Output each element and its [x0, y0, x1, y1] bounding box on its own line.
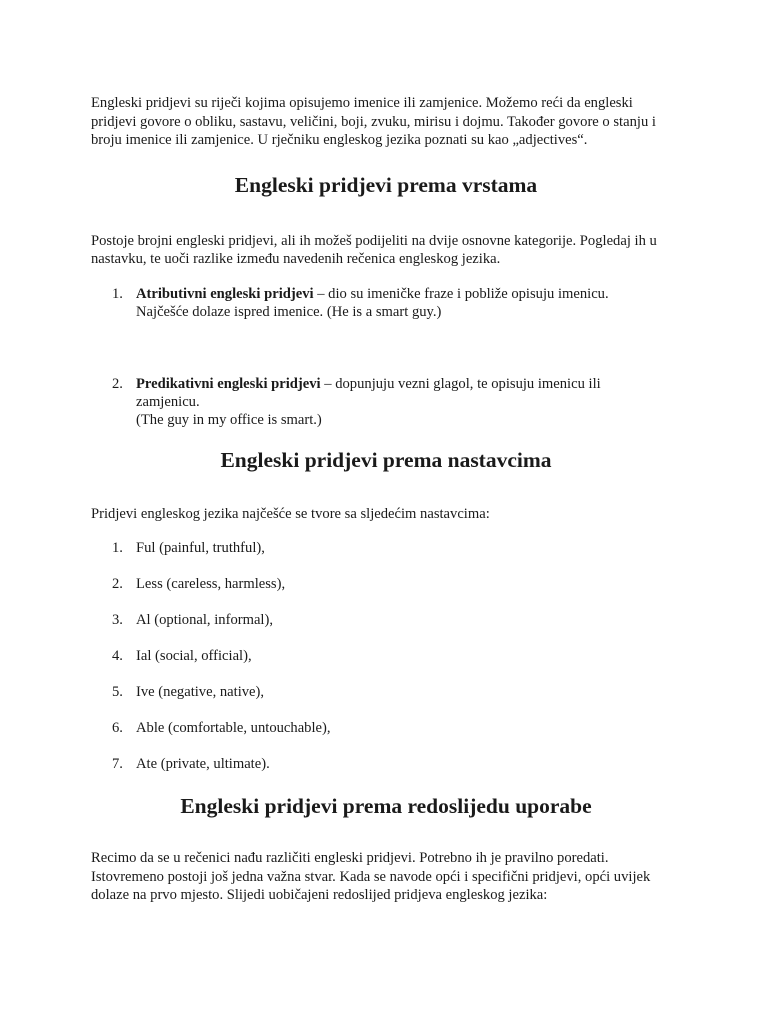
suffix-text: Less (careless, harmless),	[136, 576, 286, 592]
list-item	[91, 755, 681, 773]
suffix-text: Al (optional, informal),	[136, 612, 273, 628]
intro-line: pridjevi govore o obliku, sastavu, veličini, boji, zvuku, mirisu i dojmu. Također govore o stanju i	[91, 113, 656, 130]
suffix-list	[91, 539, 681, 773]
section-heading-nastavcima: Engleski pridjevi prema nastavcima	[220, 447, 552, 472]
list-item	[91, 285, 681, 321]
section2-intro: Pridjevi engleskog jezika najčešće se tvore sa sljedećim nastavcima:	[91, 505, 490, 522]
section1-intro-line: nastavku, te uoči razlike između navedenih rečenica engleskog jezika.	[91, 251, 501, 267]
section-heading-vrstama: Engleski pridjevi prema vrstama	[234, 172, 538, 197]
list-number: 2.	[112, 375, 123, 392]
list-item	[91, 647, 681, 665]
section1-intro-line: Postoje brojni engleski pridjevi, ali ih možeš podijeliti na dvije osnovne kategorije. Pogledaj ih u	[91, 232, 657, 249]
list-item	[91, 683, 681, 701]
list-number: 6.	[112, 720, 123, 736]
list-number: 5.	[112, 684, 123, 700]
definition-text: zamjenicu.	[136, 393, 200, 410]
section-heading-redoslijedu: Engleski pridjevi prema redoslijedu uporabe	[180, 794, 592, 818]
section3-paragraph	[91, 849, 681, 905]
definition-text: Najčešće dolaze ispred imenice. (He is a smart guy.)	[136, 303, 442, 320]
section3-line: Recimo da se u rečenici nađu različiti engleski pridjevi. Potrebno ih je pravilno poredati.	[91, 850, 609, 866]
list-number: 2.	[112, 576, 123, 592]
section3-line: dolaze na prvo mjesto. Slijedi uobičajeni redoslijed pridjeva engleskog jezika:	[91, 887, 548, 903]
document-page	[91, 94, 681, 905]
list-item	[91, 719, 681, 737]
list-number: 1.	[112, 285, 123, 302]
suffix-text: Ive (negative, native),	[136, 684, 265, 700]
intro-line: broju imenice ili zamjenice. U rječniku engleskog jezika poznati su kao „adjectives“.	[91, 132, 588, 148]
list-number: 7.	[112, 756, 123, 772]
list-item	[91, 611, 681, 629]
list-number: 3.	[112, 612, 123, 628]
list-item	[91, 575, 681, 593]
adjective-kinds-list	[91, 285, 681, 429]
example-text: (The guy in my office is smart.)	[136, 411, 322, 428]
section1-intro	[91, 232, 681, 269]
intro-line: Engleski pridjevi su riječi kojima opisujemo imenice ili zamjenice. Možemo reći da engleski	[91, 95, 633, 111]
suffix-text: Ial (social, official),	[136, 648, 252, 664]
list-item	[91, 375, 681, 429]
list-item	[91, 539, 681, 557]
section3-line: Istovremeno postoji još jedna važna stvar. Kada se navode opći i specifični pridjevi, opći uvijek	[91, 868, 651, 885]
term-predikativni: Predikativni engleski pridjevi	[136, 375, 321, 392]
suffix-text: Able (comfortable, untouchable),	[136, 720, 331, 736]
suffix-text: Ate (private, ultimate).	[136, 756, 270, 772]
suffix-text: Ful (painful, truthful),	[136, 540, 265, 556]
list-number: 1.	[112, 540, 123, 556]
definition-text: – dopunjuju vezni glagol, te opisuju imenicu ili	[320, 375, 601, 392]
term-atributivni: Atributivni engleski pridjevi	[136, 285, 314, 302]
intro-paragraph	[91, 94, 681, 150]
list-number: 4.	[112, 648, 123, 664]
definition-text: – dio su imeničke fraze i pobliže opisuju imenicu.	[313, 285, 609, 302]
